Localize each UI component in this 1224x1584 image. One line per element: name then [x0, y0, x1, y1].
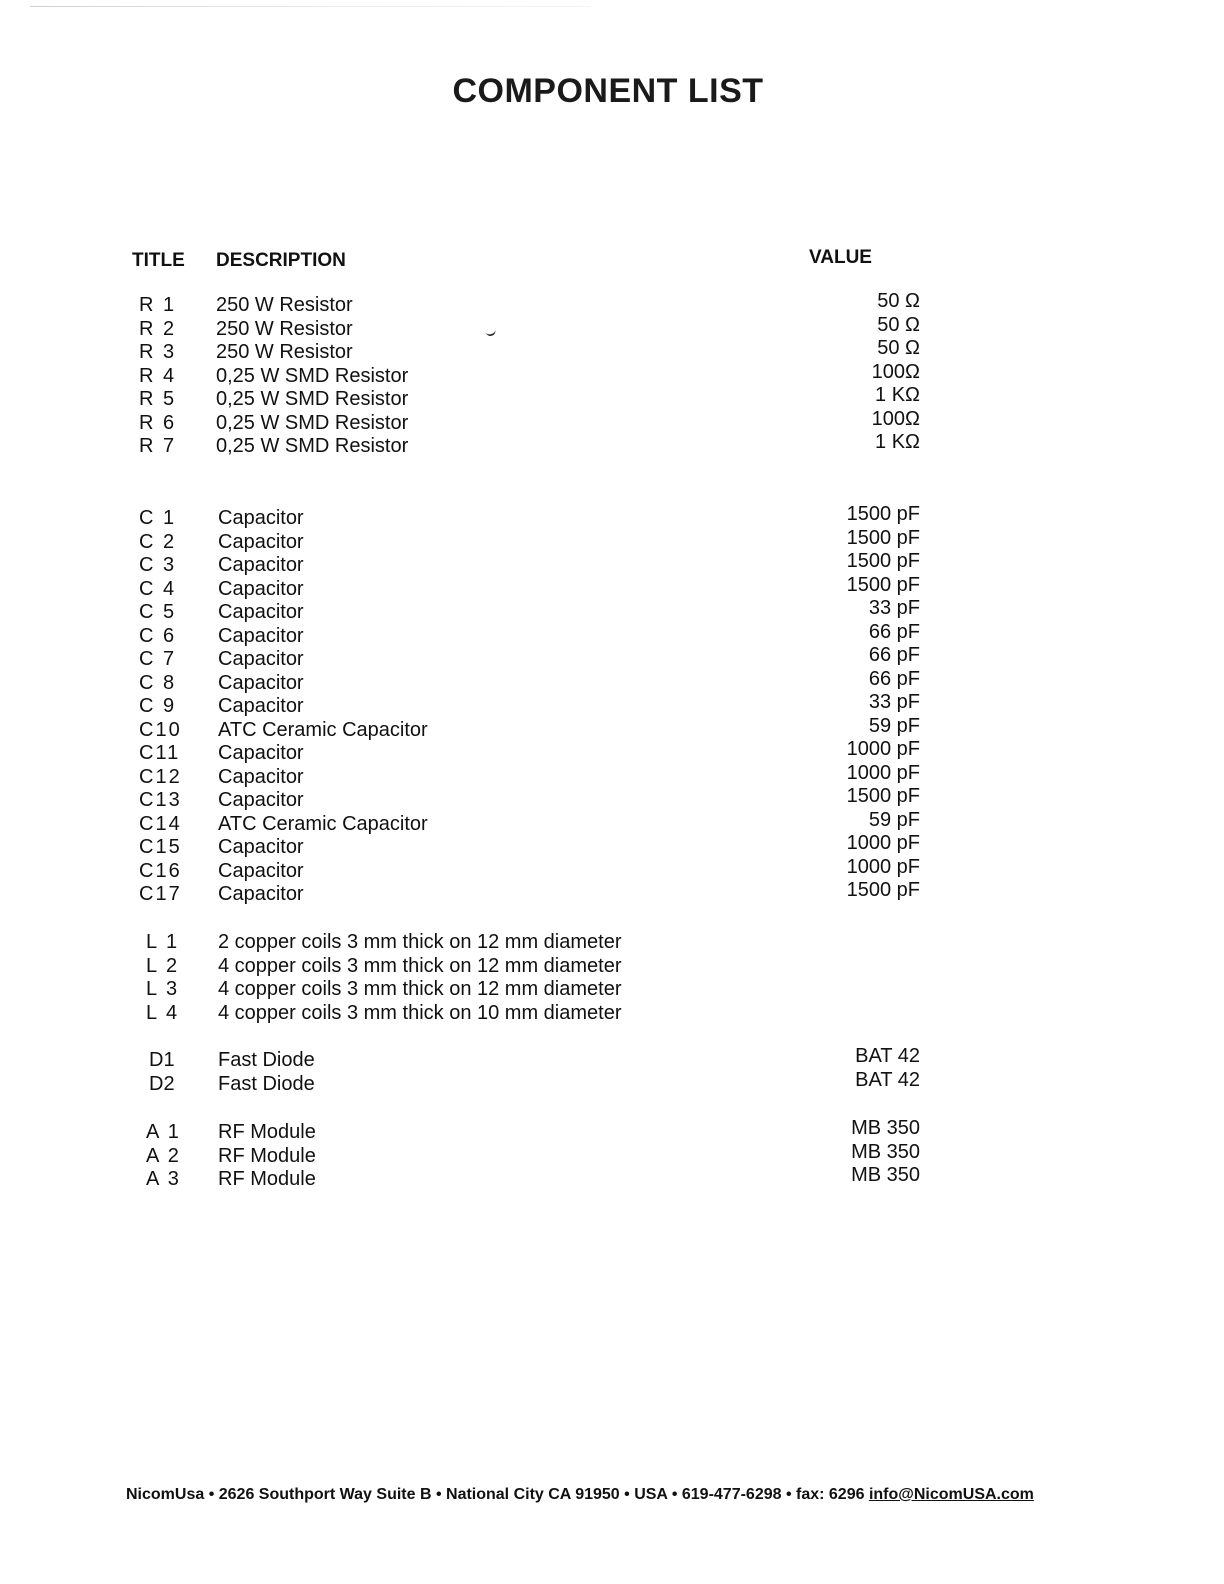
component-title: L 1	[146, 931, 180, 953]
component-title: D2	[149, 1072, 175, 1095]
component-value: BAT 42	[855, 1045, 920, 1067]
component-title: L 2	[146, 954, 180, 977]
component-value: MB 350	[851, 1117, 920, 1139]
component-description: Capacitor	[218, 601, 304, 623]
component-title: R 6	[139, 411, 177, 434]
component-description: Capacitor	[218, 648, 304, 670]
component-row	[0, 879, 1224, 907]
component-description: Capacitor	[218, 789, 304, 811]
component-row	[0, 761, 1224, 790]
component-title: L 4	[146, 1001, 180, 1024]
component-description: Capacitor	[218, 530, 304, 553]
component-description: Fast Diode	[218, 1072, 315, 1095]
component-value: 66 pF	[868, 644, 920, 666]
component-value: 1000 pF	[846, 832, 920, 854]
component-title: R 2	[139, 317, 177, 340]
component-row	[0, 384, 1224, 412]
component-description: Capacitor	[218, 624, 304, 647]
component-title: C16	[139, 859, 182, 882]
component-value: 1 KΩ	[875, 431, 920, 453]
component-description: 0,25 W SMD Resistor	[216, 435, 409, 457]
component-value: 1000 pF	[846, 738, 920, 760]
component-value: 1500 pF	[846, 526, 920, 549]
component-title: C 6	[139, 624, 177, 647]
component-value: 1500 pF	[846, 785, 920, 807]
component-title: R 3	[139, 341, 177, 363]
component-row	[0, 832, 1224, 860]
footer-contact	[126, 1486, 1034, 1504]
component-description: RF Module	[218, 1121, 316, 1143]
component-title: C15	[139, 836, 182, 858]
component-description: 4 copper coils 3 mm thick on 12 mm diameter	[218, 978, 622, 1000]
component-row	[0, 714, 1224, 743]
component-value: 66 pF	[868, 620, 920, 643]
component-description: Capacitor	[218, 554, 304, 576]
component-description: 0,25 W SMD Resistor	[216, 388, 409, 410]
component-title: C 3	[139, 554, 177, 576]
component-row	[0, 855, 1224, 884]
component-title: A 1	[146, 1121, 181, 1143]
component-value: 33 pF	[868, 691, 920, 713]
resistors-section	[0, 290, 1224, 459]
component-title: C12	[139, 765, 182, 788]
component-description: Capacitor	[218, 836, 304, 858]
component-description: Fast Diode	[218, 1049, 315, 1071]
inductors-section	[0, 931, 1224, 1025]
component-value: 66 pF	[868, 667, 920, 690]
component-row	[0, 290, 1224, 318]
component-row	[0, 1140, 1224, 1169]
component-row	[0, 738, 1224, 766]
page-title: COMPONENT LIST	[452, 72, 764, 110]
component-row	[0, 431, 1224, 459]
component-row	[0, 1002, 1224, 1026]
component-value: 1000 pF	[846, 761, 920, 784]
component-description: Capacitor	[218, 859, 304, 882]
component-row	[0, 785, 1224, 813]
footer-email-link[interactable]: info@NicomUSA.com	[868, 1486, 1034, 1503]
component-description: Capacitor	[218, 883, 304, 905]
component-description: Capacitor	[218, 742, 304, 764]
component-row	[0, 644, 1224, 672]
component-value: 33 pF	[868, 597, 920, 619]
component-description: Capacitor	[218, 671, 304, 694]
component-title: C 1	[139, 507, 177, 529]
component-title: R 5	[139, 388, 177, 410]
component-description: 2 copper coils 3 mm thick on 12 mm diameter	[218, 931, 622, 953]
component-title: C13	[139, 789, 182, 811]
component-row	[0, 503, 1224, 531]
component-row	[0, 1164, 1224, 1192]
component-row	[0, 931, 1224, 955]
component-description: 0,25 W SMD Resistor	[216, 411, 409, 434]
component-title: R 7	[139, 435, 177, 457]
component-title: L 3	[146, 978, 180, 1000]
component-row	[0, 667, 1224, 696]
component-description: 250 W Resistor	[216, 341, 353, 363]
component-value: 59 pF	[868, 808, 920, 831]
component-value: MB 350	[851, 1140, 920, 1163]
column-header-value: VALUE	[809, 247, 872, 268]
component-description: Capacitor	[218, 577, 304, 600]
diodes-section	[0, 1045, 1224, 1096]
column-header-description: DESCRIPTION	[216, 250, 346, 271]
component-row	[0, 313, 1224, 342]
component-title: C 4	[139, 577, 177, 600]
component-row	[0, 808, 1224, 837]
scan-artifact-line	[30, 6, 590, 7]
component-description: ATC Ceramic Capacitor	[218, 718, 428, 741]
component-value: MB 350	[851, 1164, 920, 1186]
component-description: Capacitor	[218, 507, 304, 529]
component-title: C10	[139, 718, 182, 741]
component-row	[0, 550, 1224, 578]
component-description: ATC Ceramic Capacitor	[218, 812, 428, 835]
component-description: RF Module	[218, 1168, 316, 1190]
component-title: A 3	[146, 1168, 181, 1190]
component-description: Capacitor	[218, 695, 304, 717]
component-description: 250 W Resistor	[216, 317, 353, 340]
footer-address: NicomUsa • 2626 Southport Way Suite B • National City CA 91950 • USA • 619-477-6298 • fax: 6296	[126, 1486, 869, 1503]
component-value: 1500 pF	[846, 550, 920, 572]
modules-section	[0, 1117, 1224, 1192]
component-value: 1000 pF	[846, 855, 920, 878]
component-value: 1500 pF	[846, 879, 920, 901]
component-title: C 8	[139, 671, 177, 694]
component-row	[0, 955, 1224, 979]
component-value: 59 pF	[868, 714, 920, 737]
component-value: BAT 42	[855, 1068, 920, 1091]
component-row	[0, 691, 1224, 719]
component-value: 50 Ω	[877, 313, 920, 336]
component-value: 1 KΩ	[875, 384, 920, 406]
component-description: 4 copper coils 3 mm thick on 10 mm diameter	[218, 1001, 622, 1024]
component-title: C14	[139, 812, 182, 835]
component-row	[0, 337, 1224, 365]
column-header-title: TITLE	[132, 250, 185, 271]
component-title: C 9	[139, 695, 177, 717]
component-value: 1500 pF	[846, 573, 920, 596]
component-description: 0,25 W SMD Resistor	[216, 364, 409, 387]
component-row	[0, 620, 1224, 649]
component-value: 1500 pF	[846, 503, 920, 525]
component-row	[0, 978, 1224, 1002]
component-title: C 5	[139, 601, 177, 623]
component-title: C17	[139, 883, 182, 905]
capacitors-section	[0, 503, 1224, 907]
component-description: Capacitor	[218, 765, 304, 788]
component-title: R 1	[139, 294, 177, 316]
component-description: 250 W Resistor	[216, 294, 353, 316]
component-row	[0, 597, 1224, 625]
component-title: A 2	[146, 1144, 181, 1167]
component-value: 100Ω	[871, 407, 920, 430]
component-value: 50 Ω	[877, 290, 920, 312]
component-title: R 4	[139, 364, 177, 387]
component-row	[0, 1068, 1224, 1097]
component-description: RF Module	[218, 1144, 316, 1167]
component-title: C 2	[139, 530, 177, 553]
component-value: 50 Ω	[877, 337, 920, 359]
component-row	[0, 526, 1224, 555]
component-row	[0, 573, 1224, 602]
component-row	[0, 1045, 1224, 1073]
component-title: C 7	[139, 648, 177, 670]
component-value: 100Ω	[871, 360, 920, 383]
component-description: 4 copper coils 3 mm thick on 12 mm diameter	[218, 954, 622, 977]
component-title: C11	[139, 742, 181, 764]
component-row	[0, 407, 1224, 436]
component-row	[0, 1117, 1224, 1145]
component-title: D1	[149, 1049, 175, 1071]
component-row	[0, 360, 1224, 389]
